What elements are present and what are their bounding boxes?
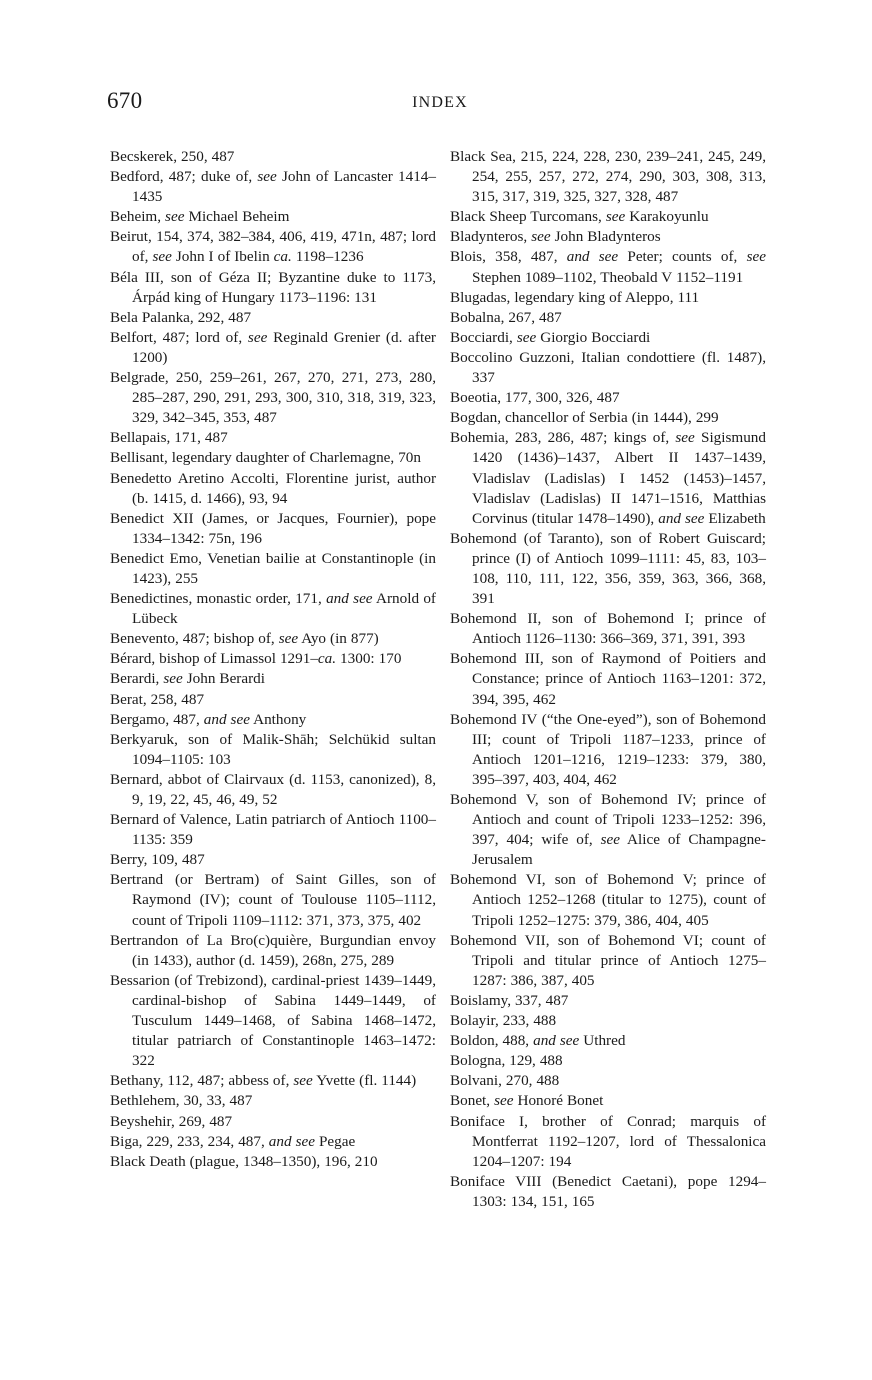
index-entry: Bertrand (or Bertram) of Saint Gilles, son of Raymond (IV); count of Toulouse 1105–1112, count of Tripoli 1109–1112: 371, 373, 375, 402 <box>110 871 436 929</box>
index-entry: Bohemond V, son of Bohemond IV; prince of Antioch and count of Tripoli 1233–1252: 396, 397, 404; wife of, see Alice of Champagne-Jerusalem <box>450 791 766 869</box>
running-head: INDEX <box>412 94 468 111</box>
index-entry: Black Sea, 215, 224, 228, 230, 239–241, 245, 249, 254, 255, 257, 272, 274, 290, 303, 308, 313, 315, 317, 319, 325, 327, 328, 487 <box>450 148 766 206</box>
index-entry: Bohemia, 283, 286, 487; kings of, see Sigismund 1420 (1436)–1437, Albert II 1437–1439, Vladislav (Ladislas) I 1452 (1453)–1457, Vladislav (Ladislas) II 1471–1516, Matthias Corvinus (titular 1478–1490), and see Elizabeth <box>450 429 766 527</box>
index-entry: Bogdan, chancellor of Serbia (in 1444), 299 <box>450 409 719 427</box>
index-entry: Belfort, 487; lord of, see Reginald Grenier (d. after 1200) <box>110 328 436 366</box>
index-entry: Boeotia, 177, 300, 326, 487 <box>450 389 620 407</box>
index-entry: Benedict XII (James, or Jacques, Fournier), pope 1334–1342: 75n, 196 <box>110 509 436 547</box>
page-header <box>0 88 872 124</box>
index-entry: Bohemond III, son of Raymond of Poitiers and Constance; prince of Antioch 1163–1201: 372, 394, 395, 462 <box>450 650 766 708</box>
index-entry: Benedict Emo, Venetian bailie at Constantinople (in 1423), 255 <box>110 549 436 587</box>
index-entry: Black Death (plague, 1348–1350), 196, 210 <box>110 1152 378 1170</box>
index-entry: Bergamo, 487, and see Anthony <box>110 710 307 728</box>
index-entry: Beheim, see Michael Beheim <box>110 208 290 226</box>
index-entry: Boislamy, 337, 487 <box>450 991 569 1009</box>
index-entry: Blois, 358, 487, and see Peter; counts of, see Stephen 1089–1102, Theobald V 1152–1191 <box>450 248 766 286</box>
index-entry: Bolayir, 233, 488 <box>450 1012 557 1030</box>
index-entry: Bocciardi, see Giorgio Bocciardi <box>450 328 651 346</box>
page-number: 670 <box>107 88 143 113</box>
index-entry: Bellisant, legendary daughter of Charlemagne, 70n <box>110 449 421 467</box>
index-entry: Bobalna, 267, 487 <box>450 308 562 326</box>
index-entry: Bela Palanka, 292, 487 <box>110 308 252 326</box>
index-entry: Bohemond IV (“the One-eyed”), son of Bohemond III; count of Tripoli 1187–1233, prince of Antioch 1201–1216, 1219–1233: 379, 380, 395–397, 403, 404, 462 <box>450 710 766 788</box>
index-entry: Bethlehem, 30, 33, 487 <box>110 1092 253 1110</box>
index-entry: Becskerek, 250, 487 <box>110 148 235 165</box>
index-entry: Benedetto Aretino Accolti, Florentine jurist, author (b. 1415, d. 1466), 93, 94 <box>110 469 436 507</box>
index-entry: Benevento, 487; bishop of, see Ayo (in 877) <box>110 630 379 648</box>
index-entry: Bologna, 129, 488 <box>450 1052 563 1070</box>
index-entry: Boniface I, brother of Conrad; marquis of Montferrat 1192–1207, lord of Thessalonica 1204–1207: 194 <box>450 1112 766 1170</box>
index-entry: Bertrandon of La Bro(c)quière, Burgundian envoy (in 1433), author (d. 1459), 268n, 275, 289 <box>110 931 436 969</box>
index-entry: Beyshehir, 269, 487 <box>110 1112 233 1130</box>
index-entry: Bonet, see Honoré Bonet <box>450 1092 604 1110</box>
index-entry: Berat, 258, 487 <box>110 690 205 708</box>
index-entry: Bessarion (of Trebizond), cardinal-priest 1439–1449, cardinal-bishop of Sabina 1449–1449, of Tusculum 1449–1468, of Sabina 1468–1472, titular patriarch of Constantinople 1463–1472: 322 <box>110 971 436 1070</box>
index-entry: Benedictines, monastic order, 171, and see Arnold of Lübeck <box>110 590 436 628</box>
index-entry: Bohemond II, son of Bohemond I; prince of Antioch 1126–1130: 366–369, 371, 391, 393 <box>450 610 766 648</box>
index-entry: Black Sheep Turcomans, see Karakoyunlu <box>450 208 709 226</box>
index-entry: Bedford, 487; duke of, see John of Lancaster 1414–1435 <box>110 168 436 206</box>
index-entry: Bethany, 112, 487; abbess of, see Yvette (fl. 1144) <box>110 1072 417 1090</box>
index-column-left <box>108 147 436 1172</box>
index-entry: Bérard, bishop of Limassol 1291–ca. 1300: 170 <box>110 650 402 668</box>
index-entry: Bellapais, 171, 487 <box>110 429 228 447</box>
index-column-right <box>444 147 766 1212</box>
index-entry: Berkyaruk, son of Malik-Shāh; Selchükid sultan 1094–1105: 103 <box>110 730 436 768</box>
index-entry: Bohemond VII, son of Bohemond VI; count of Tripoli and titular prince of Antioch 1275–1287: 386, 387, 405 <box>450 931 766 989</box>
index-entry: Berardi, see John Berardi <box>110 670 265 688</box>
index-entry: Biga, 229, 233, 234, 487, and see Pegae <box>110 1132 356 1150</box>
index-entry: Belgrade, 250, 259–261, 267, 270, 271, 273, 280, 285–287, 290, 291, 293, 300, 310, 318, 319, 323, 329, 342–345, 353, 487 <box>110 369 436 427</box>
index-entry: Bladynteros, see John Bladynteros <box>450 228 661 246</box>
index-entry: Bernard, abbot of Clairvaux (d. 1153, canonized), 8, 9, 19, 22, 45, 46, 49, 52 <box>110 770 436 808</box>
index-entry: Boniface VIII (Benedict Caetani), pope 1294–1303: 134, 151, 165 <box>450 1172 766 1210</box>
index-entry: Bolvani, 270, 488 <box>450 1072 560 1090</box>
index-entry: Boccolino Guzzoni, Italian condottiere (fl. 1487), 337 <box>450 348 766 387</box>
index-entry: Bohemond (of Taranto), son of Robert Guiscard; prince (I) of Antioch 1099–1111: 45, 83, 103–108, 110, 111, 122, 356, 359, 363, 366, 368, 391 <box>450 529 766 608</box>
index-entry: Bernard of Valence, Latin patriarch of Antioch 1100–1135: 359 <box>110 811 436 849</box>
index-entry: Berry, 109, 487 <box>110 851 205 869</box>
index-entry: Béla III, son of Géza II; Byzantine duke to 1173, Árpád king of Hungary 1173–1196: 131 <box>110 268 436 306</box>
index-entry: Beirut, 154, 374, 382–384, 406, 419, 471n, 487; lord of, see John I of Ibelin ca. 1198–1236 <box>110 228 436 266</box>
index-entry: Boldon, 488, and see Uthred <box>450 1032 626 1050</box>
index-entry: Blugadas, legendary king of Aleppo, 111 <box>450 288 700 306</box>
index-entry: Bohemond VI, son of Bohemond V; prince of Antioch 1252–1268 (titular to 1275), count of Tripoli 1252–1275: 379, 386, 404, 405 <box>450 871 766 929</box>
